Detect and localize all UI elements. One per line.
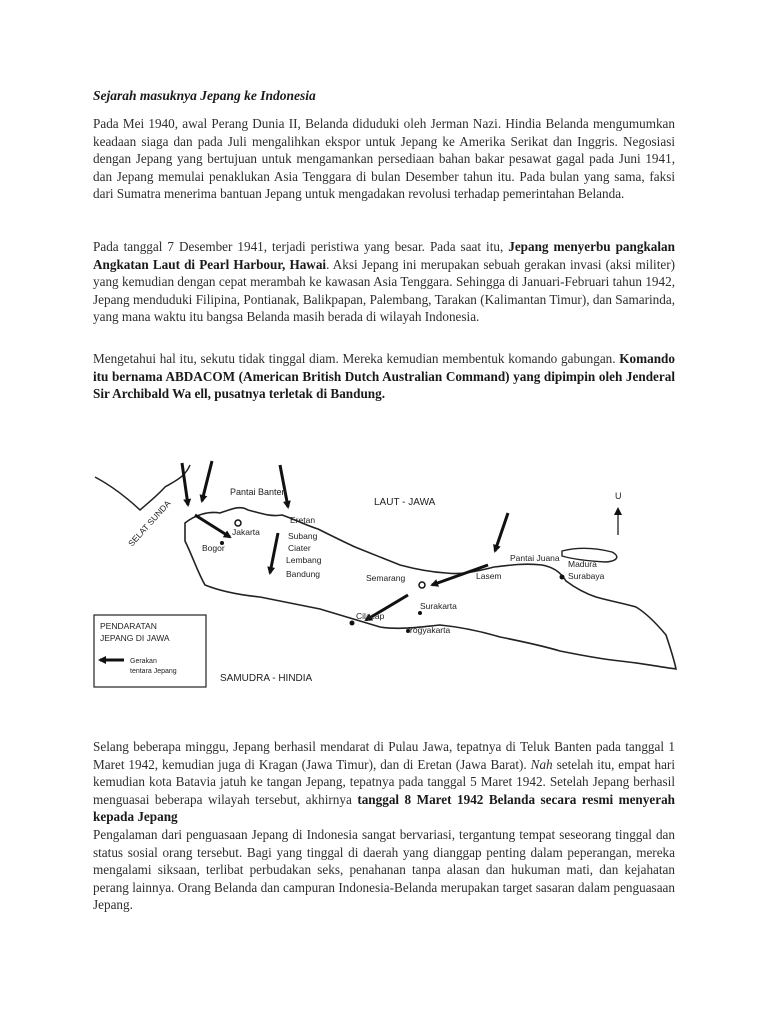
java-landing-map (90, 455, 678, 715)
arrow-to-bandung (270, 533, 278, 573)
paragraph-3-bold: Komando itu bernama ABDACOM (American British Dutch Australian Command) yang dipimpin oleh Jenderal Sir Archibald Wa ell, pusatnya terletak di Bandung. (93, 351, 675, 402)
label-surabaya: Surabaya (568, 571, 605, 581)
paragraph-4-italic: Nah (530, 756, 553, 772)
paragraph-2-text-a: Pada tanggal 7 Desember 1941, terjadi peristiwa yang besar. Pada saat itu, (93, 239, 509, 254)
label-bogor: Bogor (202, 543, 225, 553)
label-ciater: Ciater (288, 543, 311, 553)
label-bandung: Bandung (286, 569, 321, 579)
label-cilacap: Cilacap (356, 611, 385, 621)
legend-title-line-1: PENDARATAN (100, 621, 157, 631)
legend-item-line-2: tentara Jepang (130, 668, 177, 675)
arrow-pantai-juana (495, 513, 508, 551)
paragraph-4-text-a: Selang beberapa minggu, Jepang berhasil mendarat di Pulau Jawa, tepatnya di Teluk Banten pada tanggal 1 Maret 1942, kemudian juga di Kragan (Jawa Timur), dan di Eretan (Jawa Barat). (93, 739, 675, 772)
paragraph-1: Pada Mei 1940, awal Perang Dunia II, Belanda diduduki oleh Jerman Nazi. Hindia Belanda mengumumkan keadaan siaga dan pada Juli mengalihkan ekspor untuk Jepang ke Amerika Serikat dan Inggris. Negosiasi dengan Jepang yang bertujuan untuk mengamankan persediaan bahan bakar pesawat gagal pada Juni 1941, dan Jepang memulai penaklukan Asia Tenggara di bulan Desember tahun itu. Pada bulan yang sama, faksi dari Sumatra menerima bantuan Jepang untuk mengadakan revolusi terhadap pemerintahan Belanda. (93, 116, 675, 202)
city-marker-cilacap (350, 621, 355, 626)
paragraph-4 (93, 738, 675, 826)
label-pantai-banten: Pantai Banten (230, 487, 287, 497)
legend-title-line-2: JEPANG DI JAWA (100, 633, 170, 643)
label-jakarta: Jakarta (232, 527, 260, 537)
paragraph-5: Pengalaman dari penguasaan Jepang di Indonesia sangat bervariasi, tergantung tempat seseorang tinggal dan status sosial orang tersebut. Bagi yang tinggal di daerah yang dianggap penting dalam peperangan, mereka mengalami siksaan, terlibat perbudakan seks, penahanan tanpa alasan dan hukuman mati, dan kejahatan perang lainnya. Orang Belanda dan campuran Indonesia-Belanda merupakan target sasaran dalam penguasaan Jepang. (93, 827, 675, 913)
paragraph-2-bold: Jepang menyerbu pangkalan Angkatan Laut di Pearl Harbour, Hawai (93, 239, 675, 272)
arrow-banten-2 (202, 461, 212, 501)
sumatra-coast (95, 465, 190, 510)
label-pantai-juana: Pantai Juana (510, 553, 560, 563)
label-north: U (615, 491, 622, 501)
paragraph-4-text-c: setelah itu, empat hari kemudian kota Batavia jatuh ke tangan Jepang, tepatnya pada tanggal 5 Maret 1942. Setelah Jepang berhasil menguasai beberapa wilayah tersebut, akhirnya (93, 756, 675, 807)
paragraph-2-text-c: . Aksi Jepang ini merupakan sebuah gerakan invasi (aksi militer) yang kemudian dengan cepat merambah ke kawasan Asia Tenggara. Sehingga di Januari-Februari tahun 1942, Jepang menduduki Filipina, Pontianak, Balikpapan, Palembang, Tarakan (Kalimantan Timur), dan Samarinda, yang mana waktu itu bangsa Belanda masih berada di wilayah Indonesia. (93, 256, 675, 325)
label-samudra-hindia: SAMUDRA - HINDIA (220, 673, 313, 684)
label-madura: Madura (568, 559, 597, 569)
label-lasem: Lasem (476, 571, 502, 581)
label-yogyakarta: Yogyakarta (408, 625, 451, 635)
label-laut-jawa: LAUT - JAWA (374, 497, 436, 508)
city-marker-semarang (419, 582, 425, 588)
paragraph-4-bold: tanggal 8 Maret 1942 Belanda secara resmi menyerah kepada Jepang (93, 791, 675, 825)
label-eretan: Eretan (290, 515, 316, 525)
paragraph-3-text-a: Mengetahui hal itu, sekutu tidak tinggal diam. Mereka kemudian membentuk komando gabungan. (93, 351, 620, 366)
label-surakarta: Surakarta (420, 601, 457, 611)
paragraph-3 (93, 350, 675, 403)
label-lembang: Lembang (286, 555, 322, 565)
city-marker-jakarta (235, 520, 241, 526)
label-selat-sunda: SELAT SUNDA (126, 498, 173, 549)
paragraph-2 (93, 238, 675, 326)
arrow-to-jakarta (195, 515, 230, 537)
city-marker-surakarta (418, 611, 422, 615)
arrow-eretan (280, 465, 288, 507)
legend-item-line-1: Gerakan (130, 658, 157, 665)
document-title: Sejarah masuknya Jepang ke Indonesia (93, 88, 316, 103)
city-marker-surabaya (560, 575, 565, 580)
label-semarang: Semarang (366, 573, 406, 583)
label-subang: Subang (288, 531, 318, 541)
